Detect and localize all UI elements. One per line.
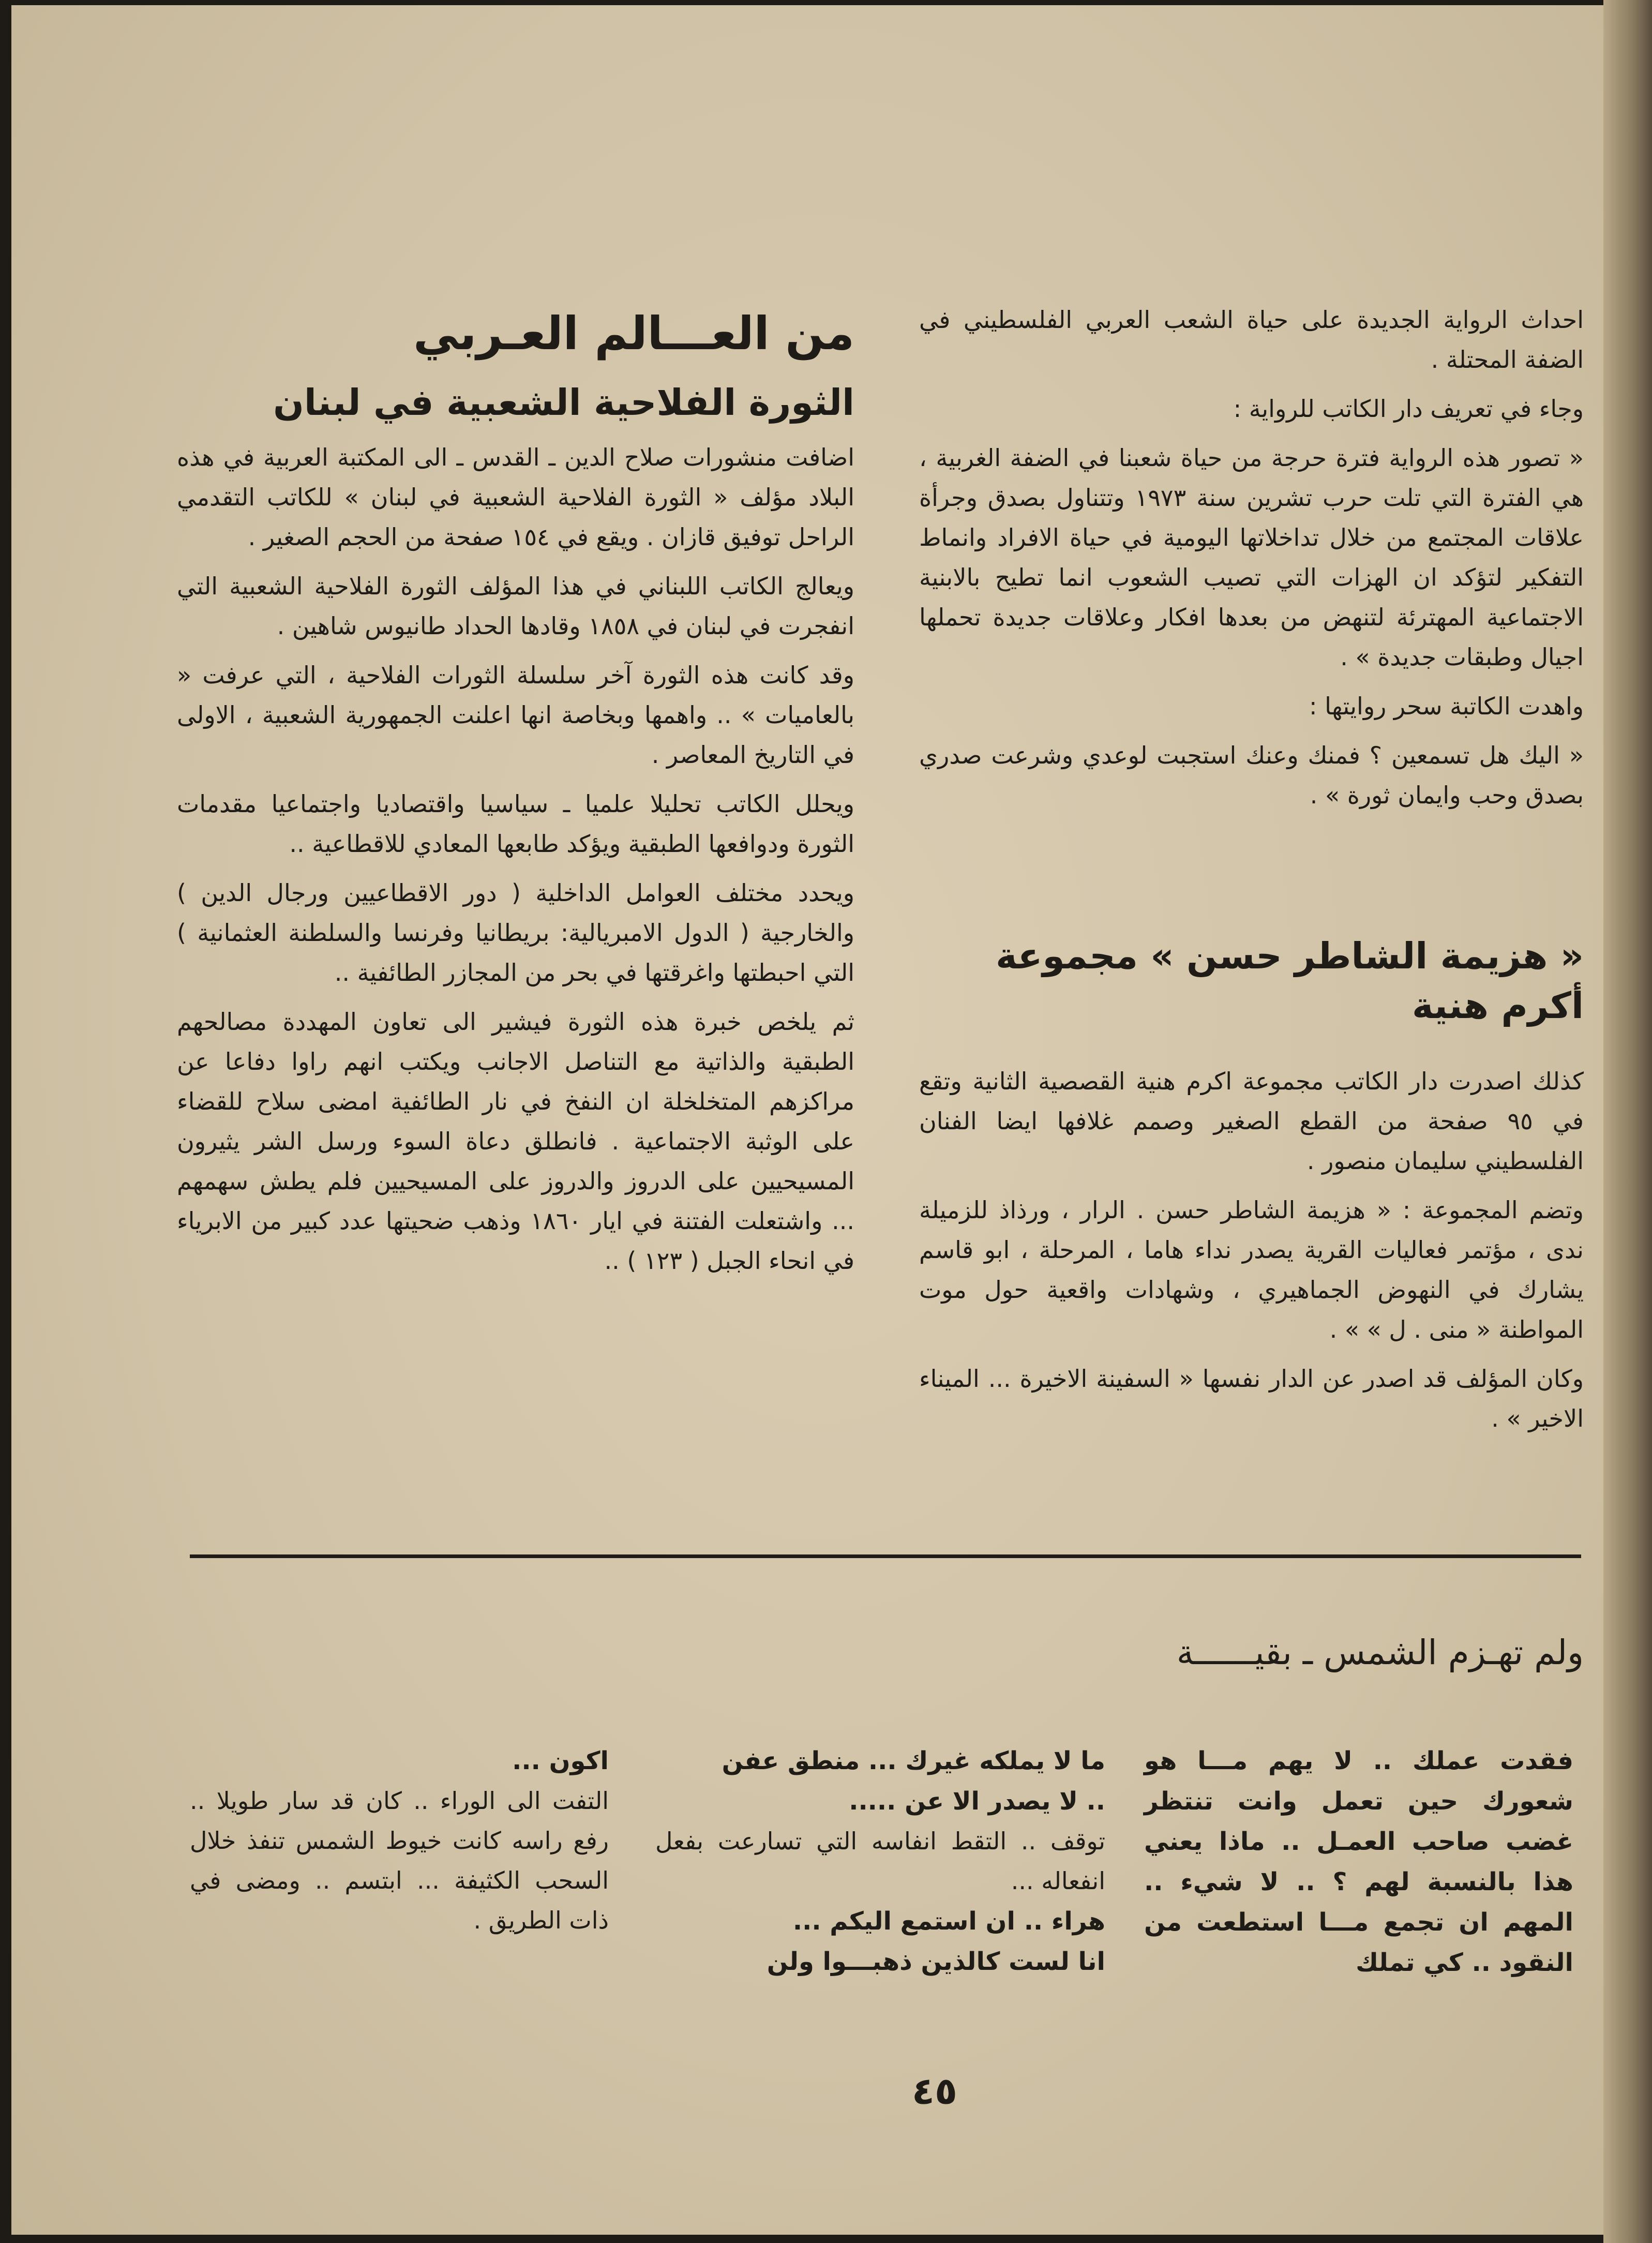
- binding-edge: [1603, 0, 1652, 2243]
- continuation-col-middle: [655, 1741, 1105, 1982]
- paragraph: كذلك اصدرت دار الكاتب مجموعة اكرم هنية القصصية الثانية وتقع في ٩٥ صفحة من القطع الصغير وصمم غلافها ايضا الفنان الفلسطيني سليمان منصور .: [919, 1067, 1584, 1175]
- line: توقف .. التقط انفاسه التي تسارعت بفعل انفعاله ...: [655, 1827, 1105, 1895]
- paragraph: التفت الى الوراء .. كان قد سار طويلا .. رفع راسه كانت خيوط الشمس تنفذ خلال السحب الكثيفة ... ابتسم .. ومضى في ذات الطريق .: [190, 1787, 609, 1934]
- paragraph: فقدت عملك .. لا يهم مـــا هو شعورك حين تعمل وانت تنتظر غضب صاحب العمـل .. ماذا يعني هذا بالنسبة لهم ؟ .. لا شيء .. المهم ان تجمع مـــا استطعت من النقود .. كي تملك: [1144, 1746, 1573, 1977]
- paragraph: وكان المؤلف قد اصدر عن الدار نفسها « السفينة الاخيرة ... الميناء الاخير » .: [919, 1365, 1584, 1432]
- paragraph: ويحلل الكاتب تحليلا علميا ـ سياسيا واقتصاديا واجتماعيا مقدمات الثورة ودوافعها الطبقية ويؤكد طابعها المعادي للاقطاعية ..: [177, 790, 854, 858]
- article-title: الثورة الفلاحية الشعبية في لبنان: [273, 381, 854, 424]
- paragraph: احداث الرواية الجديدة على حياة الشعب العربي الفلسطيني في الضفة المحتلة .: [919, 306, 1584, 373]
- paragraph: « اليك هل تسمعين ؟ فمنك وعنك استجبت لوعدي وشرعت صدري بصدق وحب وايمان ثورة » .: [919, 741, 1584, 809]
- continuation-col-right: [1144, 1741, 1573, 1983]
- paragraph: وقد كانت هذه الثورة آخر سلسلة الثورات الفلاحية ، التي عرفت « بالعاميات » .. واهمها وبخاصة انها اعلنت الجمهورية الشعبية ، الاولى في التاريخ المعاصر .: [177, 661, 854, 769]
- horizontal-divider: [190, 1554, 1581, 1558]
- paragraph: وتضم المجموعة : « هزيمة الشاطر حسن . الرار ، ورذاذ للزميلة ندى ، مؤتمر فعاليات القرية يصدر نداء هاما ، المرحلة ، ابو قاسم يشارك في النهوض الجماهيري ، وشهادات واقعية حول موت المواطنة « منى . ل » » .: [919, 1196, 1584, 1343]
- section-title: من العـــالم العـربي: [413, 307, 854, 360]
- line: .. لا يصدر الا عن .....: [849, 1787, 1105, 1816]
- continuation-title: ولم تهـزم الشمس ـ بقيــــــة: [1176, 1633, 1584, 1672]
- paragraph: ثم يلخص خبرة هذه الثورة فيشير الى تعاون المهددة مصالحهم الطبقية والذاتية مع التناصل الاجانب ويكتب انهم راوا دفاعا عن مراكزهم المتخلخلة ان النفخ في نار الطائفية امضى سلاح للقضاء على الوثبة الاجتماعية . فانطلق دعاة السوء ورسل الشر يثيرون المسيحيين على الدروز والدروز على المسيحيين فلم يطش سهمهم ... واشتعلت الفتنة في ايار ١٨٦٠ وذهب ضحيتها عدد كبير من الابرياء في انحاء الجبل ( ١٢٣ ) ..: [177, 1008, 855, 1275]
- paragraph: اضافت منشورات صلاح الدين ـ القدس ـ الى المكتبة العربية في هذه البلاد مؤلف « الثورة الفلاحية الشعبية في لبنان » للكاتب التقدمي الراحل توفيق قازان . ويقع في ١٥٤ صفحة من الحجم الصغير .: [177, 443, 854, 551]
- paragraph: « تصور هذه الرواية فترة حرجة من حياة شعبنا في الضفة الغربية ، هي الفترة التي تلت حرب تشرين سنة ١٩٧٣ وتتناول بصدق وجرأة علاقات المجتمع من خلال تداخلاتها اليومية في حياة الافراد وانماط التفكير لتؤكد ان الهزات التي تصيب الشعوب انما تطيح بالابنية الاجتماعية المهترئة لتنهض من بعدها افكار وعلاقات جديدة تحملها اجيال وطبقات جديدة » .: [919, 444, 1584, 671]
- line: اكون ...: [512, 1746, 609, 1775]
- continuation-heading: [891, 1629, 1584, 1676]
- magazine-page: [11, 5, 1624, 2235]
- continuation-col-left: [190, 1741, 609, 1940]
- paragraph: واهدت الكاتبة سحر روايتها :: [1309, 692, 1584, 720]
- line: ما لا يملكه غيرك ... منطق عفن: [722, 1746, 1105, 1775]
- paragraph: وجاء في تعريف دار الكاتب للرواية :: [1233, 395, 1584, 423]
- line: هراء .. ان استمع اليكم ...: [792, 1907, 1105, 1936]
- line: انا لست كالذين ذهبـــوا ولن: [767, 1947, 1105, 1976]
- right-column: [919, 300, 1584, 815]
- page-number: ٤٥: [912, 2069, 957, 2113]
- left-column: [177, 305, 854, 1281]
- paragraph: ويحدد مختلف العوامل الداخلية ( دور الاقطاعيين ورجال الدين ) والخارجية ( الدول الامبريالية: بريطانيا وفرنسا والسلطنة العثمانية ) التي احبطتها واغرقتها في بحر من المجازر الطائفية ..: [177, 879, 854, 986]
- sub-article-title: « هزيمة الشاطر حسن » مجموعة أكرم هنية: [996, 935, 1584, 1027]
- sub-article: [919, 931, 1584, 1439]
- paragraph: ويعالج الكاتب اللبناني في هذا المؤلف الثورة الفلاحية الشعبية التي انفجرت في لبنان في ١٨٥٨ وقادها الحداد طانيوس شاهين .: [177, 572, 854, 640]
